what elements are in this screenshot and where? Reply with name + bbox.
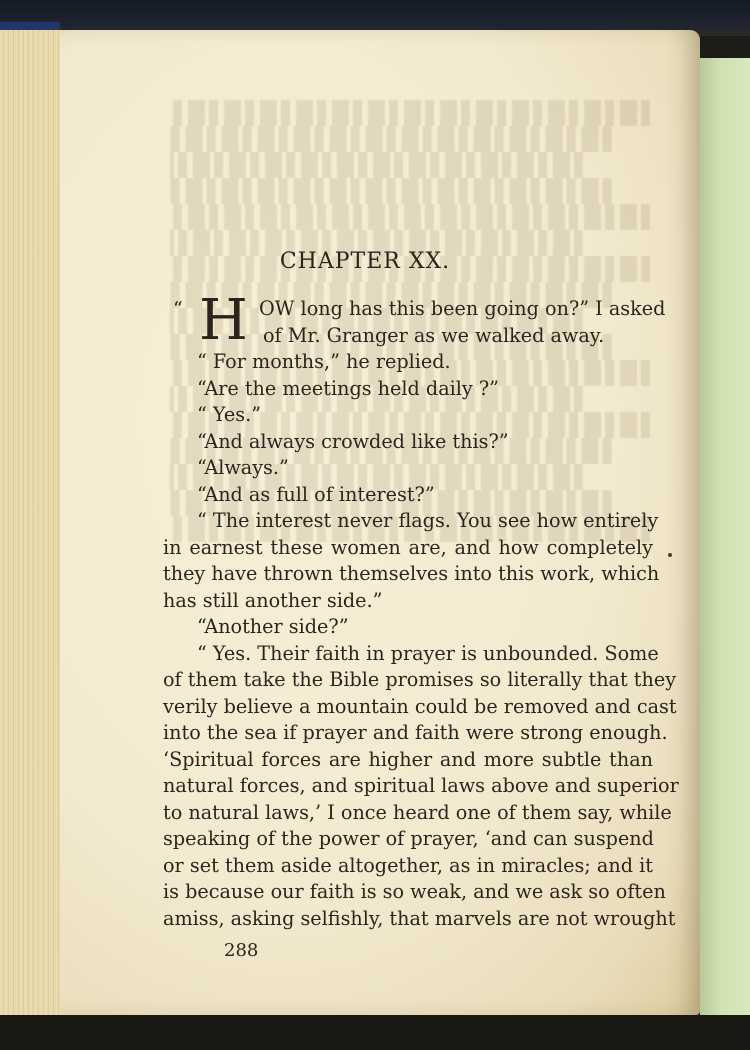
book-cover-edge xyxy=(700,58,750,1020)
text-line: “ For months,” he replied. xyxy=(197,350,451,373)
text-line: is because our faith is so weak, and we ask so often xyxy=(163,880,666,903)
text-line: “Always.” xyxy=(197,456,289,479)
text-line: of them take the Bible promises so literally that they xyxy=(163,668,677,691)
opening-paragraph xyxy=(163,288,666,353)
text-line: “ Yes.” xyxy=(197,403,262,426)
opening-quote-mark: “ xyxy=(173,298,183,320)
text-line: into the sea if prayer and faith were strong enough. xyxy=(163,721,668,744)
page-number: 288 xyxy=(224,940,259,961)
text-line: has still another side.” xyxy=(163,588,383,612)
text-line: “Another side?” xyxy=(197,615,349,638)
ink-speck xyxy=(668,553,672,557)
text-line: ‘Spiritual forces are higher and more subtle than xyxy=(163,747,653,771)
scan-bottom-border xyxy=(0,1015,750,1050)
drop-cap-letter: H xyxy=(199,288,248,353)
text-line: of Mr. Granger as we walked away. xyxy=(263,323,605,347)
chapter-heading: CHAPTER XX. xyxy=(279,249,451,274)
text-line: they have thrown themselves into this work, which xyxy=(163,562,660,585)
text-line: “ The interest never flags. You see how entirely xyxy=(197,509,659,532)
body-text xyxy=(163,288,679,932)
text-line: “And always crowded like this?” xyxy=(197,429,509,453)
text-line: “And as full of interest?” xyxy=(197,482,435,506)
text-line: in earnest these women are, and how completely xyxy=(163,535,653,559)
text-line: natural forces, and spiritual laws above and superior xyxy=(163,774,679,797)
text-line: verily believe a mountain could be removed and cast xyxy=(163,694,677,718)
text-line: “ Yes. Their faith in prayer is unbounded. Some xyxy=(197,641,659,665)
text-line: amiss, asking selfishly, that marvels are not wrought xyxy=(163,906,676,930)
text-line: OW long has this been going on?” I asked xyxy=(259,297,666,320)
text-line: or set them aside altogether, as in miracles; and it xyxy=(163,853,653,877)
text-line: “Are the meetings held daily ?” xyxy=(197,376,499,400)
text-line: speaking of the power of prayer, ‘and can suspend xyxy=(163,827,654,850)
text-line: to natural laws,’ I once heard one of them say, while xyxy=(163,800,672,824)
